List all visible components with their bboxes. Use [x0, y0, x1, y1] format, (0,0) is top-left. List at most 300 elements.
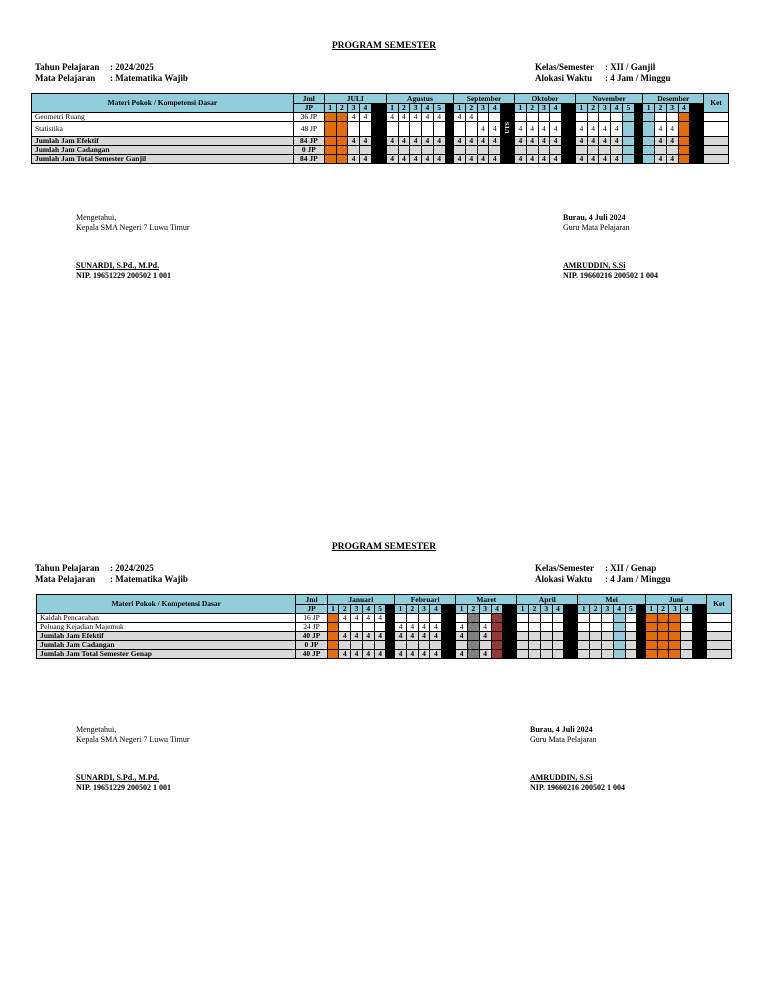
week-cell: 4 [526, 122, 538, 137]
week-cell [540, 632, 552, 641]
week-cell [526, 145, 538, 154]
week-cell [386, 122, 398, 137]
week-cell [669, 614, 681, 623]
week-cell: 4 [362, 632, 374, 641]
week-cell [491, 632, 503, 641]
tahun-value: : 2024/2025 [110, 563, 154, 573]
week-cell [613, 614, 625, 623]
week-cell [578, 614, 590, 623]
week-separator [442, 641, 456, 650]
meta-right-ganjil [535, 62, 671, 84]
week-cell [669, 623, 681, 632]
week-cell [410, 145, 422, 154]
month-header: Oktober [515, 94, 576, 104]
week-cell [477, 113, 489, 122]
jp-cell: 48 JP [293, 122, 324, 137]
col-header-materi: Materi Pokok / Kompetensi Dasar [32, 94, 294, 113]
week-cell: 4 [655, 154, 667, 163]
week-separator [501, 136, 515, 145]
week-number: 1 [645, 605, 657, 614]
week-cell [599, 145, 611, 154]
week-number: 4 [678, 104, 690, 113]
materi-cell: Kaidah Pencacahan [37, 614, 296, 623]
week-cell [324, 145, 336, 154]
week-cell [613, 641, 625, 650]
week-number: 1 [395, 605, 407, 614]
week-cell: 4 [465, 113, 477, 122]
col-header-jp: JP [293, 104, 324, 113]
month-header: Februari [395, 595, 456, 605]
week-cell [324, 122, 336, 137]
week-cell [550, 145, 562, 154]
week-cell: 4 [374, 632, 386, 641]
week-cell [678, 145, 690, 154]
week-cell [587, 145, 599, 154]
week-number: 1 [456, 605, 468, 614]
week-cell [491, 650, 503, 659]
week-cell: 4 [526, 136, 538, 145]
week-cell: 4 [666, 136, 678, 145]
materi-cell: Jumlah Jam Efektif [37, 632, 296, 641]
week-cell: 4 [587, 122, 599, 137]
week-separator [501, 154, 515, 163]
week-cell: 4 [550, 136, 562, 145]
mengetahui-text: Mengetahui, [76, 725, 117, 734]
week-cell: 4 [422, 154, 434, 163]
week-separator [386, 632, 395, 641]
week-cell [430, 641, 442, 650]
week-cell [339, 623, 351, 632]
week-cell [529, 623, 541, 632]
week-cell [468, 641, 480, 650]
week-separator [564, 632, 578, 641]
week-number: 2 [465, 104, 477, 113]
week-cell [625, 641, 637, 650]
week-cell: 4 [395, 650, 407, 659]
week-number: 1 [454, 104, 466, 113]
week-cell [515, 145, 527, 154]
week-cell [578, 641, 590, 650]
week-cell [348, 145, 360, 154]
week-cell: 4 [395, 623, 407, 632]
week-cell [655, 113, 667, 122]
week-cell [529, 632, 541, 641]
week-cell [327, 623, 339, 632]
table-row [37, 614, 732, 623]
week-cell [465, 122, 477, 137]
week-number: 3 [418, 605, 430, 614]
week-cell [477, 145, 489, 154]
week-cell [538, 113, 550, 122]
week-cell [550, 113, 562, 122]
alokasi-value: : 4 Jam / Minggu [605, 574, 671, 584]
week-cell [643, 154, 655, 163]
week-number: 1 [324, 104, 336, 113]
week-cell: 4 [422, 136, 434, 145]
month-header: September [454, 94, 515, 104]
week-separator [637, 641, 646, 650]
week-cell [398, 145, 410, 154]
week-cell [578, 650, 590, 659]
week-cell: 4 [489, 154, 501, 163]
week-cell: 4 [550, 122, 562, 137]
week-cell: 4 [406, 650, 418, 659]
week-number: 5 [625, 605, 637, 614]
week-cell [575, 113, 587, 122]
week-number: 4 [611, 104, 623, 113]
ket-cell [706, 650, 731, 659]
week-cell: 4 [655, 136, 667, 145]
month-header: Agustus [386, 94, 453, 104]
week-cell [681, 650, 693, 659]
week-cell: 4 [575, 122, 587, 137]
week-separator [634, 104, 643, 113]
week-cell [456, 641, 468, 650]
week-cell: 4 [456, 650, 468, 659]
week-separator [690, 113, 704, 122]
week-separator [503, 650, 517, 659]
week-separator [503, 623, 517, 632]
jp-cell: 16 JP [296, 614, 327, 623]
week-number: 4 [550, 104, 562, 113]
week-cell [374, 641, 386, 650]
week-cell [655, 145, 667, 154]
week-cell [657, 632, 669, 641]
week-cell: 4 [386, 113, 398, 122]
week-number: 3 [540, 605, 552, 614]
week-cell: 4 [418, 650, 430, 659]
week-cell [625, 632, 637, 641]
week-cell [529, 614, 541, 623]
week-separator [503, 632, 517, 641]
kelas-value: : XII / Genap [605, 563, 657, 573]
week-cell: 4 [406, 623, 418, 632]
ket-cell [704, 122, 729, 137]
week-cell: 4 [360, 136, 372, 145]
week-number: 1 [575, 104, 587, 113]
week-cell [657, 641, 669, 650]
col-header-jml: Jml [296, 595, 327, 605]
week-cell: 4 [587, 136, 599, 145]
week-cell: 4 [477, 136, 489, 145]
kelas-label: Kelas/Semester [535, 563, 594, 573]
week-cell [552, 632, 564, 641]
week-cell [613, 632, 625, 641]
week-number: 5 [433, 104, 445, 113]
week-number: 1 [643, 104, 655, 113]
week-cell: 4 [611, 122, 623, 137]
week-cell: 4 [454, 113, 466, 122]
week-cell [625, 623, 637, 632]
tahun-label: Tahun Pelajaran [35, 563, 100, 573]
week-separator [634, 154, 643, 163]
week-cell [552, 614, 564, 623]
week-number: 4 [613, 605, 625, 614]
week-cell: 4 [351, 650, 363, 659]
week-cell: 4 [465, 154, 477, 163]
jp-cell: 84 JP [293, 136, 324, 145]
week-cell [327, 650, 339, 659]
week-separator [692, 614, 706, 623]
week-cell [351, 641, 363, 650]
week-separator [386, 614, 395, 623]
jp-cell: 84 JP [293, 154, 324, 163]
week-cell: 4 [526, 154, 538, 163]
week-separator [692, 650, 706, 659]
alokasi-label: Alokasi Waktu [535, 574, 593, 584]
col-header-ket: Ket [706, 595, 731, 614]
week-cell [324, 136, 336, 145]
week-cell [601, 623, 613, 632]
mapel-value: : Matematika Wajib [110, 73, 188, 83]
week-number: 4 [489, 104, 501, 113]
week-cell [406, 614, 418, 623]
page-title-ganjil: PROGRAM SEMESTER [331, 41, 437, 51]
week-separator [637, 605, 646, 614]
week-cell [669, 632, 681, 641]
week-separator [386, 641, 395, 650]
week-number: 2 [590, 605, 602, 614]
week-number: 3 [410, 104, 422, 113]
signature-kepala-ganjil [76, 213, 190, 280]
week-cell [468, 632, 480, 641]
kepala-nip: NIP. 19651229 200502 1 001 [76, 270, 172, 280]
week-number: 2 [655, 104, 667, 113]
week-cell: 4 [538, 122, 550, 137]
week-cell [468, 614, 480, 623]
week-separator [564, 641, 578, 650]
week-separator [503, 641, 517, 650]
week-separator [445, 104, 454, 113]
col-header-jml: Jml [293, 94, 324, 104]
week-cell [552, 641, 564, 650]
week-cell [678, 154, 690, 163]
week-cell [517, 641, 529, 650]
table-row [37, 650, 732, 659]
week-cell: 4 [489, 136, 501, 145]
meta-right-genap [535, 563, 671, 585]
table-row [32, 136, 729, 145]
week-number: 2 [339, 605, 351, 614]
week-cell [669, 641, 681, 650]
week-number: 3 [538, 104, 550, 113]
mapel-label: Mata Pelajaran [35, 73, 96, 83]
mengetahui-text: Mengetahui, [76, 213, 117, 222]
week-separator [690, 104, 704, 113]
materi-cell: Jumlah Jam Total Semester Genap [37, 650, 296, 659]
week-cell [336, 113, 348, 122]
week-cell [362, 623, 374, 632]
week-separator [501, 145, 515, 154]
week-cell [666, 145, 678, 154]
week-cell: 4 [351, 614, 363, 623]
week-cell [681, 632, 693, 641]
week-separator [634, 145, 643, 154]
week-cell [587, 113, 599, 122]
week-cell [529, 641, 541, 650]
week-cell: 4 [477, 122, 489, 137]
week-cell [657, 623, 669, 632]
week-cell [552, 623, 564, 632]
week-cell: 4 [611, 136, 623, 145]
month-header: Juni [645, 595, 706, 605]
week-number: 2 [526, 104, 538, 113]
month-header: Desember [643, 94, 704, 104]
week-cell: 4 [339, 614, 351, 623]
week-cell [395, 641, 407, 650]
week-cell [681, 614, 693, 623]
meta-left-genap [35, 563, 188, 585]
week-cell [622, 122, 634, 137]
week-cell [625, 650, 637, 659]
week-separator [690, 154, 704, 163]
table-row [37, 632, 732, 641]
guru-title: Guru Mata Pelajaran [563, 222, 630, 232]
kepala-title: Kepala SMA Negeri 7 Luwu Timur [76, 222, 190, 232]
week-cell [456, 614, 468, 623]
week-cell [678, 136, 690, 145]
week-cell: 4 [348, 154, 360, 163]
week-separator [371, 136, 386, 145]
week-separator [564, 614, 578, 623]
week-cell [422, 145, 434, 154]
week-cell: 4 [454, 136, 466, 145]
week-number: 2 [406, 605, 418, 614]
jp-cell: 40 JP [296, 650, 327, 659]
week-cell [643, 122, 655, 137]
week-separator [445, 136, 454, 145]
week-separator [501, 104, 515, 113]
kepala-title: Kepala SMA Negeri 7 Luwu Timur [76, 734, 190, 744]
week-cell [601, 614, 613, 623]
week-number: 4 [360, 104, 372, 113]
week-cell: 4 [433, 154, 445, 163]
week-cell [395, 614, 407, 623]
week-separator [634, 113, 643, 122]
guru-nip: NIP. 19660216 200502 1 004 [563, 270, 659, 280]
week-cell: 4 [587, 154, 599, 163]
signature-guru-genap [530, 725, 625, 792]
week-cell [336, 154, 348, 163]
week-separator [445, 145, 454, 154]
week-cell [643, 136, 655, 145]
week-cell: 4 [489, 122, 501, 137]
week-cell: 4 [454, 154, 466, 163]
week-cell [681, 623, 693, 632]
week-separator [562, 136, 576, 145]
week-cell [643, 145, 655, 154]
kepala-name: SUNARDI, S.Pd., M.Pd. [76, 773, 160, 782]
place-date: Burau, 4 Juli 2024 [563, 213, 626, 222]
week-cell [491, 641, 503, 650]
page-title-genap: PROGRAM SEMESTER [331, 542, 437, 552]
week-separator [564, 623, 578, 632]
week-number: 4 [430, 605, 442, 614]
week-number: 5 [374, 605, 386, 614]
week-cell: 4 [515, 122, 527, 137]
week-cell: 4 [430, 650, 442, 659]
week-cell: 4 [666, 122, 678, 137]
guru-title: Guru Mata Pelajaran [530, 734, 597, 744]
week-number: 2 [336, 104, 348, 113]
week-cell [324, 154, 336, 163]
week-cell [666, 113, 678, 122]
week-cell [454, 145, 466, 154]
week-separator [634, 136, 643, 145]
schedule-table-genap [36, 594, 732, 659]
ket-cell [704, 154, 729, 163]
week-separator [692, 632, 706, 641]
week-cell [622, 154, 634, 163]
week-cell [601, 632, 613, 641]
week-cell [599, 113, 611, 122]
week-cell [601, 650, 613, 659]
week-number: 5 [622, 104, 634, 113]
week-cell: 4 [538, 154, 550, 163]
week-cell [622, 136, 634, 145]
week-cell [468, 623, 480, 632]
week-separator [637, 650, 646, 659]
month-header: April [517, 595, 578, 605]
kepala-nip: NIP. 19651229 200502 1 001 [76, 782, 172, 792]
week-cell [515, 113, 527, 122]
week-cell: 4 [575, 154, 587, 163]
week-cell: 4 [362, 614, 374, 623]
week-cell [657, 614, 669, 623]
week-cell: 4 [433, 113, 445, 122]
week-separator [442, 605, 456, 614]
week-cell [645, 623, 657, 632]
week-cell [601, 641, 613, 650]
week-cell [540, 614, 552, 623]
week-number: 4 [552, 605, 564, 614]
week-cell [433, 145, 445, 154]
kelas-label: Kelas/Semester [535, 62, 594, 72]
week-separator [386, 623, 395, 632]
week-number: 3 [477, 104, 489, 113]
week-cell [622, 145, 634, 154]
place-date: Burau, 4 Juli 2024 [530, 725, 593, 734]
materi-cell: Jumlah Jam Cadangan [32, 145, 294, 154]
alokasi-label: Alokasi Waktu [535, 73, 593, 83]
week-separator [692, 641, 706, 650]
week-cell [406, 641, 418, 650]
week-number: 3 [669, 605, 681, 614]
materi-cell: Geometri Ruang [32, 113, 294, 122]
week-separator [690, 145, 704, 154]
week-cell: 4 [410, 136, 422, 145]
week-cell: 4 [515, 136, 527, 145]
table-row [37, 623, 732, 632]
week-separator [637, 623, 646, 632]
week-separator [690, 136, 704, 145]
week-cell: 4 [351, 632, 363, 641]
week-number: 4 [681, 605, 693, 614]
ket-cell [706, 614, 731, 623]
week-cell [681, 641, 693, 650]
week-separator [562, 104, 576, 113]
week-separator [386, 650, 395, 659]
week-cell [491, 623, 503, 632]
week-cell [526, 113, 538, 122]
week-cell [625, 614, 637, 623]
week-number: 1 [578, 605, 590, 614]
week-number: 3 [599, 104, 611, 113]
week-separator [503, 614, 517, 623]
week-number: 2 [529, 605, 541, 614]
week-cell [622, 113, 634, 122]
week-number: 2 [468, 605, 480, 614]
